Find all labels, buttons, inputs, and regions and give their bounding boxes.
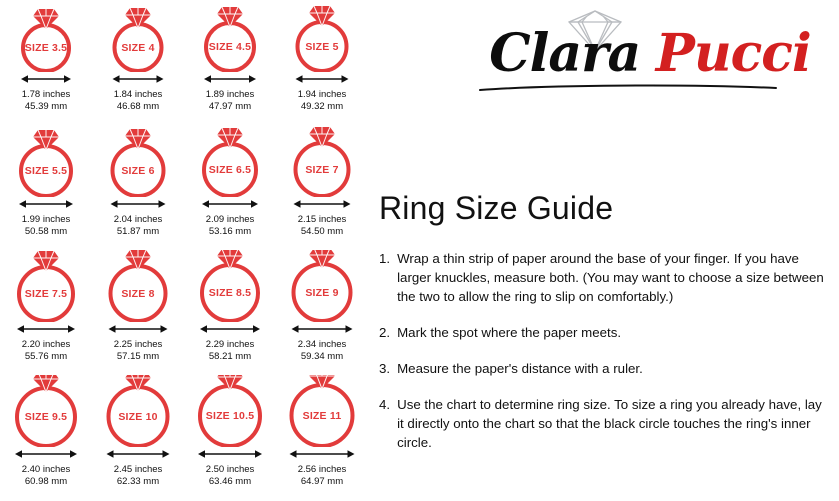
ring-size-label: SIZE 10 [118,410,158,423]
measurement-arrow [184,322,276,336]
ring-illustration [276,250,368,322]
ring-measurement-mm: 46.68 mm [116,101,160,112]
guide-step-number: 3. [379,361,391,376]
measurement-arrow [92,197,184,211]
guide-step [379,323,829,342]
ring-illustration [92,125,184,197]
page-title: Ring Size Guide [379,190,614,226]
ring-size-label: SIZE 6.5 [208,164,252,176]
measurement-arrow [276,447,368,461]
ring-measurement [206,339,255,363]
ring-size-cell[interactable] [92,0,184,125]
ring-illustration [0,250,92,322]
ring-measurement-inches: 2.20 inches [21,339,71,350]
measurement-arrow [92,72,184,86]
ring-measurement-inches: 1.78 inches [21,89,71,100]
ring-size-label: SIZE 10.5 [205,410,255,422]
ring-measurement-mm: 58.21 mm [208,351,252,362]
guide-step-number: 2. [379,325,391,340]
ring-size-label: SIZE 5.5 [24,165,68,177]
guide-step-text: Wrap a thin strip of paper around the base of your finger. If you have larger knuckles, measure both. (You may want to choose a size between the two to allow the ring to slip on comfortably.) [397,251,824,304]
ring-measurement [206,464,255,488]
ring-measurement-mm: 64.97 mm [300,476,344,487]
ring-measurement-inches: 1.94 inches [297,89,347,100]
guide-step-number: 1. [379,251,391,266]
ring-size-cell[interactable] [0,0,92,125]
ring-measurement-mm: 55.76 mm [24,351,68,362]
ring-measurement-inches: 2.34 inches [297,339,347,350]
ring-size-cell[interactable] [276,250,368,375]
ring-measurement-inches: 1.89 inches [205,89,255,100]
ring-measurement [298,339,347,363]
ring-illustration [92,250,184,322]
ring-illustration [276,375,368,447]
ring-size-label: SIZE 5 [305,40,339,53]
ring-measurement [206,214,255,238]
measurement-arrow [92,447,184,461]
ring-measurement [298,214,347,238]
ring-size-label: SIZE 4 [121,41,155,54]
ring-size-cell[interactable] [92,125,184,250]
ring-measurement-mm: 62.33 mm [116,476,160,487]
ring-measurement-mm: 59.34 mm [300,351,344,362]
guide-step-text: Mark the spot where the paper meets. [397,325,622,340]
ring-measurement-inches: 2.15 inches [297,214,347,225]
ring-measurement [206,89,255,113]
ring-measurement-inches: 2.29 inches [205,339,255,350]
guide-step-text: Use the chart to determine ring size. To size a ring you already have, lay it directly onto the chart so that the black circle touches the ring's inner circle. [397,397,822,450]
ring-illustration [184,0,276,72]
ring-measurement-inches: 2.50 inches [205,464,255,475]
logo-underline [478,80,778,90]
measurement-arrow [184,447,276,461]
brand-name [470,24,830,84]
ring-measurement [22,89,71,113]
guide-step-text: Measure the paper's distance with a ruler. [397,361,643,376]
measurement-arrow [276,322,368,336]
ring-measurement-mm: 63.46 mm [208,476,252,487]
ring-size-label: SIZE 7.5 [24,288,68,300]
ring-illustration [184,125,276,197]
ring-size-label: SIZE 3.5 [24,42,68,54]
ring-measurement [298,89,347,113]
ring-size-cell[interactable] [0,250,92,375]
measurement-arrow [276,197,368,211]
ring-measurement-inches: 1.99 inches [21,214,71,225]
ring-measurement-inches: 2.04 inches [113,214,163,225]
ring-measurement [22,214,71,238]
ring-size-grid [0,0,368,501]
ring-illustration [0,0,92,72]
ring-measurement-inches: 2.25 inches [113,339,163,350]
ring-measurement [114,464,163,488]
ring-measurement-mm: 57.15 mm [116,351,160,362]
brand-name-second: Pucci [655,23,811,84]
ring-measurement-inches: 1.84 inches [113,89,163,100]
ring-measurement [22,464,71,488]
ring-size-label: SIZE 8.5 [208,287,252,299]
ring-measurement [114,89,163,113]
ring-illustration [184,375,276,447]
ring-illustration [0,125,92,197]
measurement-arrow [184,72,276,86]
ring-size-cell[interactable] [276,125,368,250]
ring-illustration [276,0,368,72]
ring-illustration [0,375,92,447]
ring-measurement-mm: 53.16 mm [208,226,252,237]
ring-size-label: SIZE 6 [121,164,155,177]
guide-step-number: 4. [379,397,391,412]
ring-illustration [276,125,368,197]
ring-size-cell[interactable] [184,0,276,125]
ring-size-label: SIZE 9.5 [24,411,68,423]
measurement-arrow [184,197,276,211]
ring-size-cell[interactable] [92,375,184,500]
ring-measurement-mm: 47.97 mm [208,101,252,112]
ring-measurement-inches: 2.56 inches [297,464,347,475]
ring-size-cell[interactable] [276,0,368,125]
ring-illustration [92,375,184,447]
measurement-arrow [0,72,92,86]
ring-size-cell[interactable] [92,250,184,375]
ring-measurement-inches: 2.45 inches [113,464,163,475]
ring-size-cell[interactable] [184,125,276,250]
ring-size-cell[interactable] [0,125,92,250]
measurement-arrow [0,322,92,336]
ring-illustration [92,0,184,72]
measurement-arrow [276,72,368,86]
ring-measurement-inches: 2.09 inches [205,214,255,225]
ring-measurement [22,339,71,363]
ring-measurement-mm: 45.39 mm [24,101,68,112]
ring-size-cell[interactable] [184,250,276,375]
ring-size-label: SIZE 11 [302,409,342,422]
guide-step [379,395,829,452]
ring-measurement [114,339,163,363]
ring-size-cell[interactable] [0,375,92,500]
ring-measurement-mm: 54.50 mm [300,226,344,237]
guide-steps [379,249,829,452]
brand-logo [470,6,830,102]
brand-name-first: Clara [489,23,641,84]
ring-size-cell[interactable] [184,375,276,500]
measurement-arrow [92,322,184,336]
ring-illustration [184,250,276,322]
ring-measurement-inches: 2.40 inches [21,464,71,475]
guide-step [379,249,829,306]
ring-measurement [114,214,163,238]
ring-size-cell[interactable] [276,375,368,500]
guide-section [379,190,829,469]
measurement-arrow [0,197,92,211]
ring-size-label: SIZE 9 [305,286,339,299]
guide-step [379,359,829,378]
ring-measurement-mm: 51.87 mm [116,226,160,237]
ring-measurement [298,464,347,488]
ring-measurement-mm: 49.32 mm [300,101,344,112]
ring-size-label: SIZE 7 [305,163,339,176]
ring-measurement-mm: 60.98 mm [24,476,68,487]
ring-size-label: SIZE 8 [121,287,155,300]
measurement-arrow [0,447,92,461]
ring-measurement-mm: 50.58 mm [24,226,68,237]
ring-size-label: SIZE 4.5 [208,41,252,53]
